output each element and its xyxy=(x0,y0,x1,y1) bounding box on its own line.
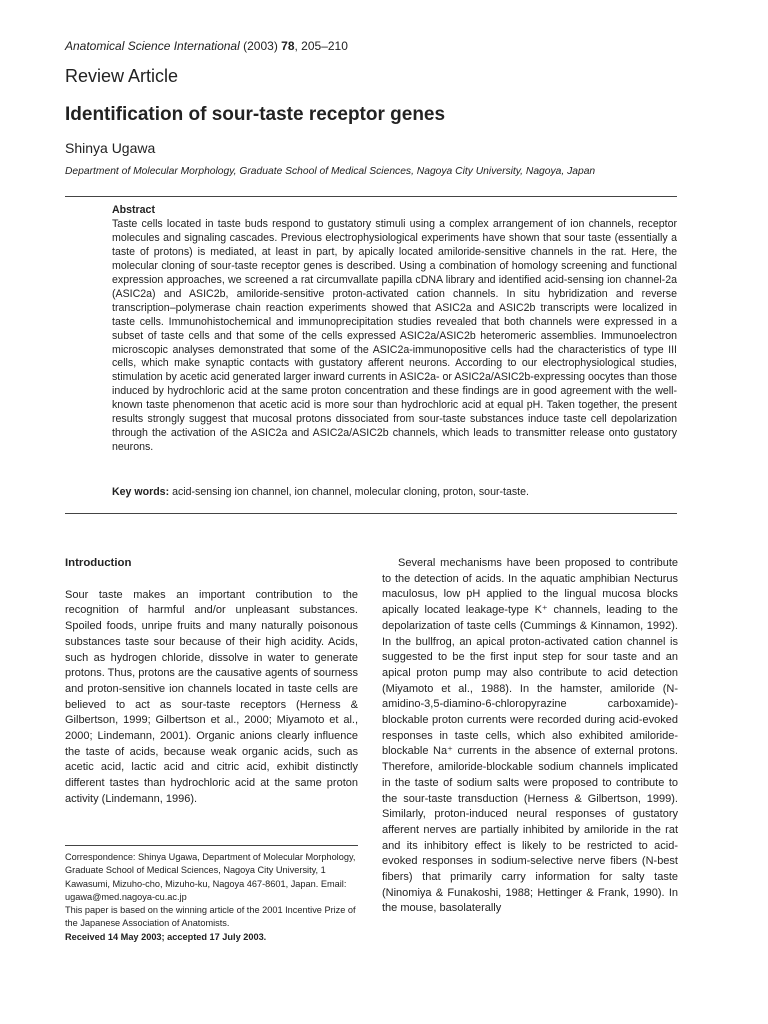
journal-citation xyxy=(65,39,348,53)
introduction-paragraph-1: Sour taste makes an important contribution to the recognition of harmful and/or unpleasant substances. Spoiled foods, unripe fruits and many naturally poisonous substances taste sour because of their high acidity. Acids, such as hydrogen chloride, dissolve in water to generate protons. Thus, protons are the causative agents of sourness and proton-sensitive ion channels located in taste cells are believed to act as sour-taste receptors (Herness & Gilbertson, 1999; Gilbertson et al., 2000; Miyamoto et al., 2000; Lindemann, 2001). Organic anions clearly influence the taste of acids, because weak organic acids, such as acetic acid, lactic acid and citric acid, exhibit distinctly different tastes than hydrochloric acid at the same proton activity (Lindemann, 1996). xyxy=(65,588,358,805)
footnote-block xyxy=(65,851,358,944)
introduction-paragraph-2: Several mechanisms have been proposed to contribute to the detection of acids. In the aquatic amphibian Necturus maculosus, low pH applied to the lingual mucosa blocks apically located leakage-type K⁺ channels, leading to the depolarization of taste cells (Cummings & Kinnamon, 1992). In the bullfrog, an apical proton-activated cation channel is suggested to be the first input step for sour taste and an apical proton pump may also contribute to acid detection (Miyamoto et al., 1988). In the hamster, amiloride (N-amidino-3,5-diamino-6-chloropyrazine carboxamide)-blockable proton currents were recorded during acid-evoked responses in taste cells, which also exhibited amiloride-blockable Na⁺ currents in the absence of external protons. Therefore, amiloride-blockable sodium channels implicated in the taste of sodium salts were proposed to contribute to the sour-taste transduction (Herness & Gilbertson, 1999). Similarly, proton-induced neural responses of gustatory afferent nerves are partially inhibited by amiloride in the rat and its inhibitory effect is likely to be restricted to acid-evoked responses in sodium-selective nerve fibers (N-best fibers) that primarily carry information for salty taste (Ninomiya & Funakoshi, 1988; Hettinger & Frank, 1990). In the mouse, basolaterally xyxy=(382,557,678,915)
keywords-line xyxy=(112,486,529,498)
author-affiliation: Department of Molecular Morphology, Graduate School of Medical Sciences, Nagoya City University, Nagoya, Japan xyxy=(65,166,596,177)
journal-year: (2003) xyxy=(243,39,278,53)
author-name: Shinya Ugawa xyxy=(65,140,156,156)
prize-note: This paper is based on the winning article of the 2001 Incentive Prize of the Japanese Association of Anatomists. xyxy=(65,905,356,929)
received-dates: Received 14 May 2003; accepted 17 July 2003. xyxy=(65,931,267,942)
abstract-top-rule xyxy=(65,196,677,197)
article-title: Identification of sour-taste receptor genes xyxy=(65,104,446,125)
keywords-label: Key words: xyxy=(112,486,170,498)
article-type: Review Article xyxy=(65,66,179,86)
keywords-text: acid-sensing ion channel, ion channel, molecular cloning, proton, sour-taste. xyxy=(172,486,529,498)
right-column xyxy=(382,556,678,917)
left-column xyxy=(65,556,358,808)
correspondence-note: Correspondence: Shinya Ugawa, Department of Molecular Morphology, Graduate School of Medical Sciences, Nagoya City University, 1 Kawasumi, Mizuho-cho, Mizuho-ku, Nagoya 467-8601, Japan. Email: ugawa@med.nagoya-cu.ac.jp xyxy=(65,852,356,902)
journal-volume: 78 xyxy=(281,39,295,53)
abstract-block xyxy=(112,204,677,455)
abstract-heading: Abstract xyxy=(112,204,155,216)
introduction-heading: Introduction xyxy=(65,557,132,569)
journal-name: Anatomical Science International xyxy=(65,39,240,53)
abstract-text: Taste cells located in taste buds respond to gustatory stimuli using a complex arrangement of ion channels, receptor molecules and signaling cascades. Previous electrophysiological experiments have shown that sour taste (essentially a taste of protons) is mediated, at least in part, by apically located amiloride-sensitive channels in the rat. Here, the molecular cloning of sour-taste receptor genes is described. Using a combination of homology screening and functional expression approaches, we screened a rat circumvallate papilla cDNA library and identified acid-sensing ion channel-2a (ASIC2a) and ASIC2b, amiloride-sensitive proton-activated cation channels. In situ hybridization and reverse transcription–polymerase chain reaction experiments showed that ASIC2a and ASIC2b transcripts were localized in taste cells. Immunohistochemical and immunoprecipitation studies revealed that both channels were expressed in a subset of taste cells and that some of the cells expressed ASIC2a/ASIC2b heteromeric assemblies. Immunoelectron microscopic analyses demonstrated that some of the ASIC2a-immunopositive cells had the characteristics of type III cells, which make synaptic contacts with gustatory afferent neurons. According to our electrophysiological studies, stimulation by acetic acid generated larger inward currents in ASIC2a- or ASIC2a/ASIC2b-expressing oocytes than those induced by hydrochloric acid at the same proton concentration and these findings are in good agreement with the well-known taste phenomenon that acetic acid is more sour than hydrochloric acid at equal pH. Taken together, the present results strongly suggest that mucosal protons dissociated from sour-taste substances induce taste cell depolarization through the activation of the ASIC2a and ASIC2a/ASIC2b channels, which leads to transmitter release onto gustatory neurons. xyxy=(112,217,677,454)
abstract-bottom-rule xyxy=(65,513,677,514)
footnote-rule xyxy=(65,845,358,846)
journal-pages: , 205–210 xyxy=(294,39,348,53)
